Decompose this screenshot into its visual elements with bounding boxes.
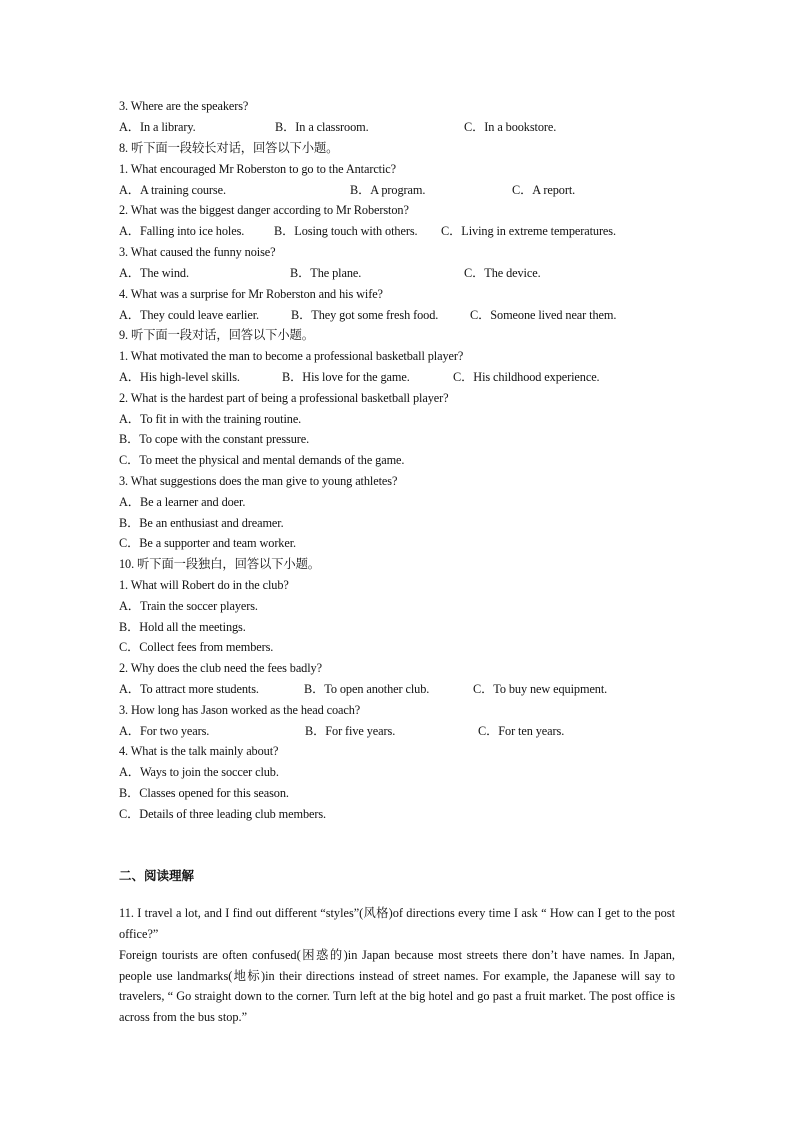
option-row [119,265,679,281]
section-heading: 10. 听下面一段独白，回答以下小题。 [119,557,320,571]
option-c: C．To meet the physical and mental demands of the game. [119,453,405,467]
option-a: A．Ways to join the soccer club. [119,765,279,779]
option-b: B．In a classroom. [275,120,369,134]
option-row [119,223,679,239]
option-a: A．Be a learner and doer. [119,495,246,509]
question-text: 3. What caused the funny noise? [119,245,276,259]
question-text: 3. Where are the speakers? [119,99,249,113]
option-a: A．His high-level skills. [119,370,240,384]
option-b: B．For five years. [305,724,396,738]
option-b: B．The plane. [290,266,362,280]
option-c: C．The device. [464,266,541,280]
option-c: C．His childhood experience. [453,370,600,384]
question-text: 1. What motivated the man to become a professional basketball player? [119,349,464,363]
option-a: A．In a library. [119,120,196,134]
question-text: 2. Why does the club need the fees badly? [119,661,322,675]
option-c: C．Collect fees from members. [119,640,274,654]
option-c: C．For ten years. [478,724,565,738]
question-text: 2. What is the hardest part of being a professional basketball player? [119,391,449,405]
option-b: B．A program. [350,183,426,197]
question-text: 1. What will Robert do in the club? [119,578,289,592]
option-row [119,182,679,198]
section-heading: 9. 听下面一段对话，回答以下小题。 [119,328,314,342]
question-text: 3. How long has Jason worked as the head coach? [119,703,361,717]
option-b: B．They got some fresh food. [291,308,439,322]
option-a: A．Falling into ice holes. [119,224,245,238]
option-c: C．A report. [512,183,576,197]
option-a: A．They could leave earlier. [119,308,260,322]
option-c: C．Someone lived near them. [470,308,617,322]
section-title: 二、阅读理解 [119,868,195,883]
passage-paragraph: 11. I travel a lot, and I find out different “styles”(风格)of directions every time I ask “ How can I get to the post office?” [119,906,675,941]
question-text: 2. What was the biggest danger according to Mr Roberston? [119,203,409,217]
option-c: C．Details of three leading club members. [119,807,327,821]
option-c: C．Living in extreme temperatures. [441,224,616,238]
option-a: A．To attract more students. [119,682,259,696]
option-b: B．Be an enthusiast and dreamer. [119,516,284,530]
option-b: B．Losing touch with others. [274,224,418,238]
option-b: B．Hold all the meetings. [119,620,246,634]
option-row [119,307,679,323]
question-text: 4. What is the talk mainly about? [119,744,279,758]
option-a: A．The wind. [119,266,189,280]
option-c: C．Be a supporter and team worker. [119,536,297,550]
option-row [119,723,679,739]
option-a: A．To fit in with the training routine. [119,412,302,426]
passage-paragraph: Foreign tourists are often confused(困惑的)in Japan because most streets there don’t have names. In Japan, people use landmarks(地标)in their directions instead of street names. For example, the Japanese will say to travelers, “ Go straight down to the corner. Turn left at the big hotel and go past a fruit market. The post office is across from the bus stop.” [119,948,675,1025]
section-heading: 8. 听下面一段较长对话，回答以下小题。 [119,141,339,155]
question-text: 3. What suggestions does the man give to young athletes? [119,474,398,488]
option-b: B．Classes opened for this season. [119,786,289,800]
option-b: B．To open another club. [304,682,430,696]
question-text: 4. What was a surprise for Mr Roberston and his wife? [119,287,383,301]
option-b: B．To cope with the constant pressure. [119,432,310,446]
option-a: A．Train the soccer players. [119,599,258,613]
option-row [119,119,679,135]
option-a: A．For two years. [119,724,210,738]
option-c: C．To buy new equipment. [473,682,608,696]
option-a: A．A training course. [119,183,226,197]
option-b: B．His love for the game. [282,370,410,384]
question-text: 1. What encouraged Mr Roberston to go to the Antarctic? [119,162,397,176]
option-row [119,681,679,697]
option-c: C．In a bookstore. [464,120,557,134]
option-row [119,369,679,385]
